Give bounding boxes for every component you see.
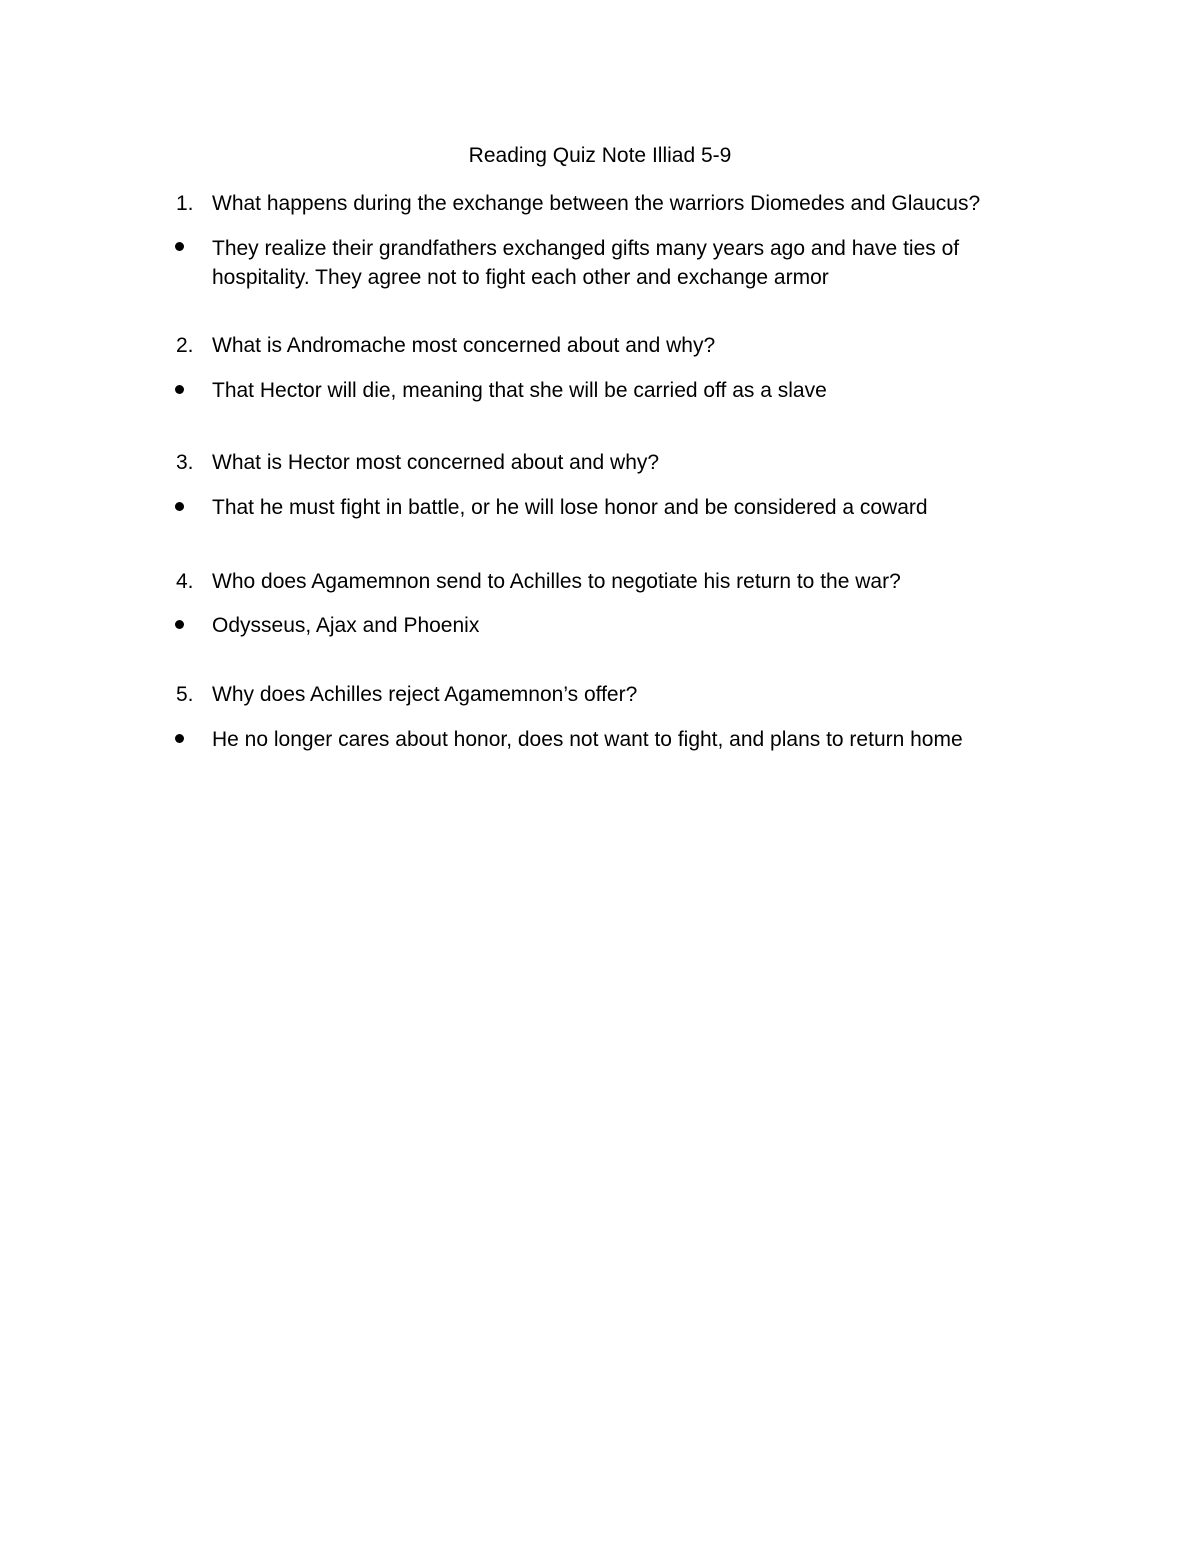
question-number: 2. <box>176 334 194 357</box>
question-text: What is Andromache most concerned about and why? <box>212 334 716 357</box>
question-text: Who does Agamemnon send to Achilles to negotiate his return to the war? <box>212 570 901 593</box>
answer-text: He no longer cares about honor, does not want to fight, and plans to return home <box>212 728 963 751</box>
question-text: Why does Achilles reject Agamemnon’s offer? <box>212 683 638 706</box>
question-number: 4. <box>176 570 194 593</box>
bullet-icon <box>175 385 187 397</box>
answer-text: Odysseus, Ajax and Phoenix <box>212 614 480 637</box>
question-number: 1. <box>176 192 194 215</box>
bullet-icon <box>175 620 187 632</box>
question-number: 3. <box>176 451 194 474</box>
answer-text: That he must fight in battle, or he will lose honor and be considered a coward <box>212 496 928 519</box>
question-number: 5. <box>176 683 194 706</box>
answer-text: That Hector will die, meaning that she will be carried off as a slave <box>212 379 827 402</box>
document-title: Reading Quiz Note Illiad 5-9 <box>468 144 732 167</box>
answer-text: They realize their grandfathers exchanged gifts many years ago and have ties of hospitality. They agree not to fight each other and exchange armor <box>212 237 960 289</box>
bullet-icon <box>175 502 187 514</box>
question-text: What happens during the exchange between the warriors Diomedes and Glaucus? <box>212 192 981 215</box>
bullet-icon <box>175 242 187 254</box>
question-text: What is Hector most concerned about and why? <box>212 451 660 474</box>
bullet-icon <box>175 734 187 746</box>
